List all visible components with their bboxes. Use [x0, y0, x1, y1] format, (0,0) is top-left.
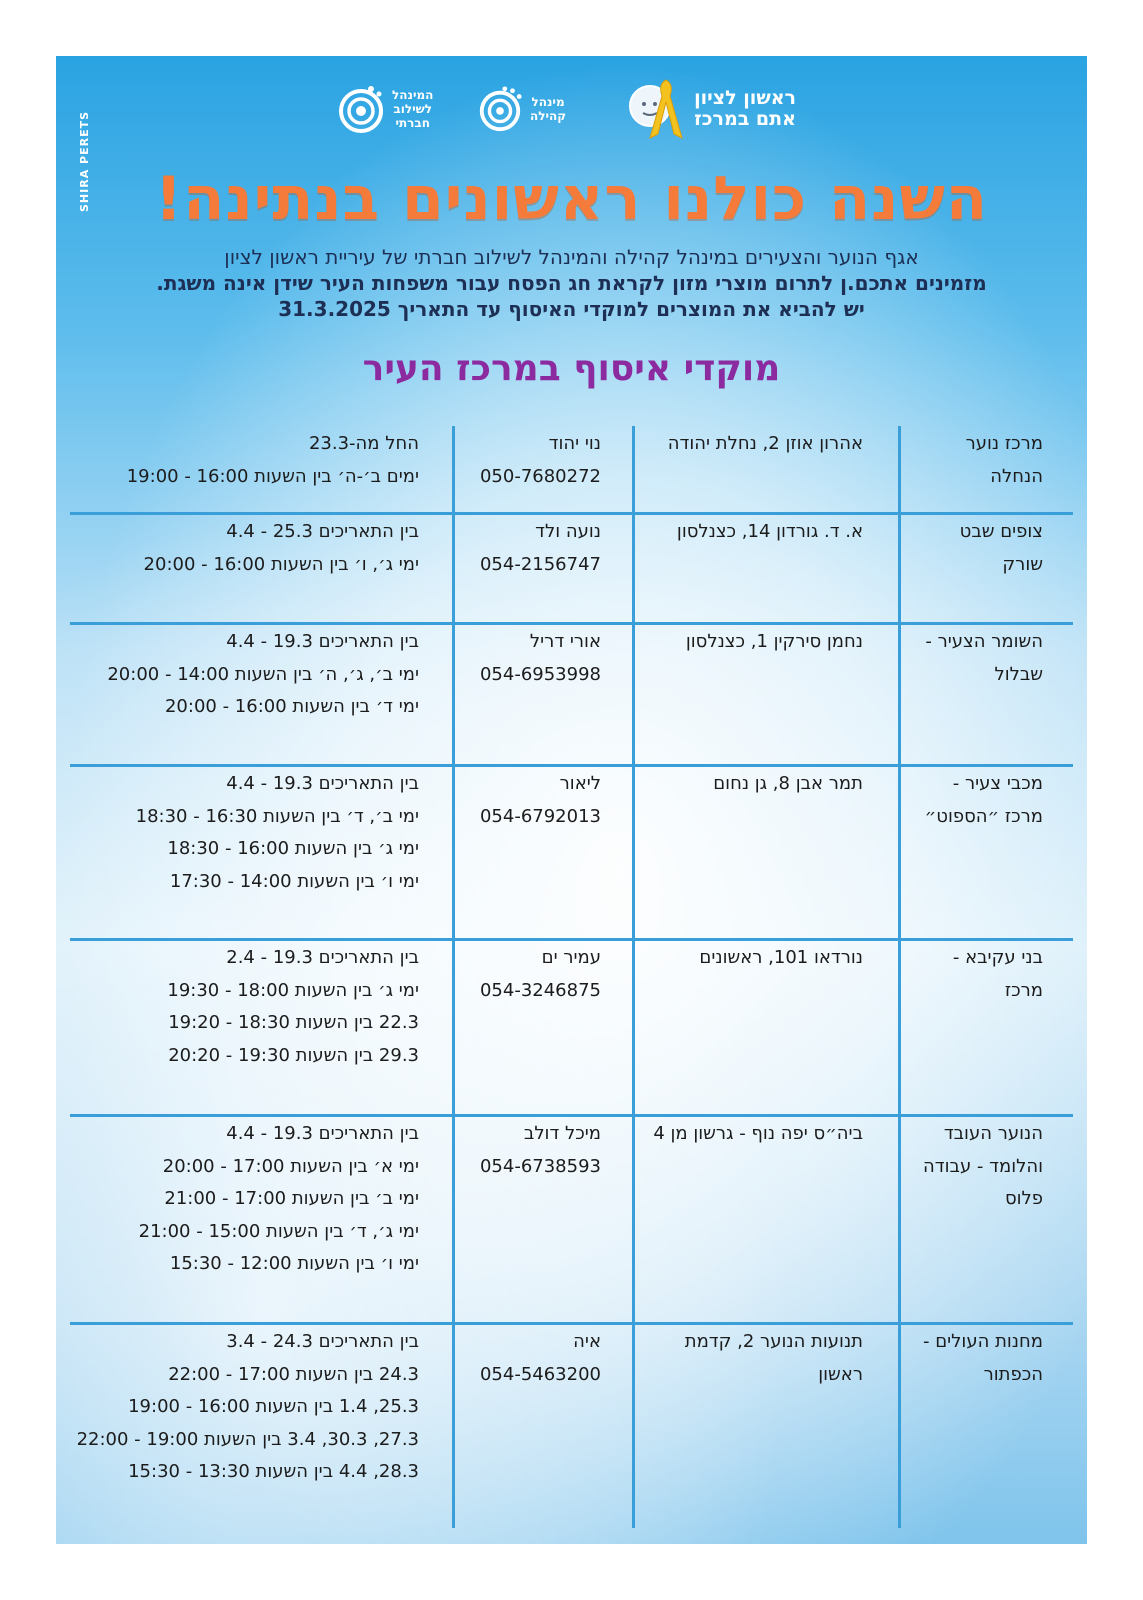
- location-address-line: ביה״ס יפה נוף - גרשון מן 4: [653, 1123, 863, 1144]
- location-name-line: והלומד - עבודה: [923, 1155, 1043, 1177]
- row-divider: [70, 1114, 1073, 1117]
- location-name-line: פלוס: [1004, 1188, 1043, 1210]
- opening-hours-line: בין התאריכים 19.3 - 4.4: [226, 631, 419, 652]
- location-name-line: מכבי צעיר -: [952, 773, 1043, 794]
- yellow-ribbon-icon: [628, 76, 688, 142]
- opening-hours-line: ימי ו׳ בין השעות 14:00 - 17:30: [169, 870, 419, 892]
- logo-bar: [336, 76, 796, 146]
- contact-name: מיכל דולב: [523, 1123, 601, 1144]
- opening-hours-line: 29.3 בין השעות 19:30 - 20:20: [168, 1044, 419, 1066]
- location-address: [618, 942, 863, 975]
- location-address-line: אהרון אוזן 2, נחלת יהודה: [667, 433, 863, 454]
- intro-text: [56, 244, 1087, 322]
- rishon-lezion-logo-text: ראשון לציון אתם במרכז: [694, 87, 796, 130]
- contact-phone: 054-6953998: [479, 663, 601, 685]
- opening-hours-line: בין התאריכים 19.3 - 2.4: [226, 947, 419, 968]
- row-divider: [70, 764, 1073, 767]
- location-name-line: הנחלה: [990, 465, 1043, 487]
- location-name-line: בני עקיבא -: [952, 947, 1043, 968]
- row-divider: [70, 938, 1073, 941]
- opening-hours-line: ימי ג׳ בין השעות 16:00 - 18:30: [167, 838, 419, 860]
- row-divider: [70, 512, 1073, 515]
- location-name-line: הנוער העובד: [943, 1123, 1043, 1144]
- location-address-line: תנועות הנוער 2, קדמת: [684, 1331, 863, 1352]
- location-address-line: תמר אבן 8, גן נחום: [713, 773, 863, 794]
- opening-hours-line: בין התאריכים 25.3 - 4.4: [226, 521, 419, 542]
- location-name-line: השומר הצעיר -: [925, 631, 1043, 652]
- collection-points-table: [70, 426, 1073, 1528]
- contact-name: עמיר ים: [541, 947, 601, 968]
- location-name-line: מרכז: [1004, 979, 1043, 1001]
- contact-phone: 054-6792013: [479, 805, 601, 827]
- contact-phone: 054-2156747: [479, 553, 601, 575]
- location-name: [913, 626, 1043, 691]
- location-name-line: הכפתור: [983, 1363, 1043, 1385]
- opening-hours-line: ימים ב׳-ה׳ בין השעות 16:00 - 19:00: [126, 465, 419, 487]
- headline: השנה כולנו ראשונים בנתינה!: [154, 164, 989, 234]
- opening-hours-line: 27.3, 30.3, 3.4 בין השעות 19:00 - 22:00: [76, 1428, 419, 1450]
- contact-name: אורי דריל: [529, 631, 601, 652]
- opening-hours: [89, 626, 419, 724]
- contact-cell: [451, 942, 601, 1007]
- location-name-line: צופים שבט: [959, 521, 1043, 542]
- opening-hours-line: 24.3 בין השעות 17:00 - 22:00: [168, 1363, 419, 1385]
- location-address: [618, 428, 863, 461]
- opening-hours: [89, 516, 419, 581]
- photo-credit: SHIRA PERETS: [78, 110, 91, 212]
- row-divider: [70, 622, 1073, 625]
- integration-logo: [336, 76, 433, 142]
- location-name-line: מרכז ״הספוט״: [924, 805, 1043, 827]
- contact-name: נועה ולד: [535, 521, 601, 542]
- opening-hours: [89, 768, 419, 898]
- opening-hours-line: ימי ב׳, ד׳ בין השעות 16:30 - 18:30: [135, 805, 419, 827]
- opening-hours-line: ימי ג׳, ד׳ בין השעות 15:00 - 21:00: [138, 1220, 419, 1242]
- location-name-line: שורק: [1002, 553, 1043, 575]
- opening-hours-line: 28.3, 4.4 בין השעות 13:30 - 15:30: [128, 1461, 419, 1483]
- location-name-line: מחנות העולים -: [923, 1331, 1043, 1352]
- rishon-lezion-logo: [628, 76, 796, 142]
- contact-cell: [451, 516, 601, 581]
- contact-cell: [451, 1326, 601, 1391]
- opening-hours-line: בין התאריכים 19.3 - 4.4: [226, 1123, 419, 1144]
- opening-hours-line: ימי ג׳, ו׳ בין השעות 16:00 - 20:00: [143, 553, 419, 575]
- column-divider: [898, 426, 901, 1528]
- location-address: [618, 1326, 863, 1391]
- spiral-icon: [476, 85, 524, 133]
- contact-phone: 054-3246875: [479, 979, 601, 1001]
- contact-cell: [451, 428, 601, 493]
- opening-hours-line: החל מה-23.3: [308, 433, 419, 454]
- opening-hours: [76, 1326, 419, 1489]
- intro-line-2: מזמינים אתכם.ן לתרום מוצרי מזון לקראת חג הפסח עבור משפחות העיר שידן אינה משגת.: [156, 271, 987, 295]
- opening-hours-line: ימי ד׳ בין השעות 16:00 - 20:00: [164, 696, 419, 718]
- location-name-line: מרכז נוער: [965, 433, 1043, 454]
- contact-name: ליאור: [559, 773, 601, 794]
- opening-hours-line: ימי ג׳ בין השעות 18:00 - 19:30: [167, 979, 419, 1001]
- community-logo: [476, 76, 566, 142]
- location-address: [618, 516, 863, 549]
- opening-hours-line: ימי א׳ בין השעות 17:00 - 20:00: [162, 1155, 419, 1177]
- location-name: [913, 516, 1043, 581]
- opening-hours: [89, 942, 419, 1072]
- location-address: [618, 1118, 863, 1151]
- location-name: [913, 768, 1043, 833]
- location-name-line: שבלול: [994, 663, 1043, 685]
- contact-cell: [451, 768, 601, 833]
- opening-hours-line: ימי ו׳ בין השעות 12:00 - 15:30: [169, 1253, 419, 1275]
- spiral-icon: [336, 84, 386, 134]
- location-address-line: א. ד. גורדון 14, כצנלסון: [676, 521, 863, 542]
- location-name: [913, 1118, 1043, 1216]
- integration-logo-text: המינהל לשילוב חברתי: [392, 88, 434, 130]
- contact-cell: [451, 626, 601, 691]
- intro-line-3: יש להביא את המוצרים למוקדי האיסוף עד התאריך 31.3.2025: [278, 297, 865, 321]
- opening-hours: [89, 428, 419, 493]
- contact-phone: 050-7680272: [479, 465, 601, 487]
- opening-hours-line: בין התאריכים 19.3 - 4.4: [226, 773, 419, 794]
- location-name: [913, 1326, 1043, 1391]
- location-name: [913, 942, 1043, 1007]
- opening-hours-line: ימי ב׳ בין השעות 17:00 - 21:00: [164, 1188, 419, 1210]
- contact-name: נוי יהוד: [548, 433, 601, 454]
- location-address: [618, 626, 863, 659]
- location-name: [913, 428, 1043, 493]
- opening-hours-line: 25.3, 1.4 בין השעות 16:00 - 19:00: [128, 1396, 419, 1418]
- collection-points-title: מוקדי איסוף במרכז העיר: [362, 348, 781, 389]
- poster: [56, 56, 1087, 1544]
- location-address-line: נחמן סירקין 1, כצנלסון: [685, 631, 863, 652]
- location-address: [618, 768, 863, 801]
- row-divider: [70, 1322, 1073, 1325]
- contact-phone: 054-6738593: [479, 1155, 601, 1177]
- community-logo-text: מינהל קהילה: [530, 95, 567, 123]
- opening-hours-line: 22.3 בין השעות 18:30 - 19:20: [168, 1012, 419, 1034]
- contact-cell: [451, 1118, 601, 1183]
- opening-hours: [89, 1118, 419, 1281]
- contact-phone: 054-5463200: [479, 1363, 601, 1385]
- location-address-line: נורדאו 101, ראשונים: [699, 947, 863, 968]
- opening-hours-line: ימי ב׳, ג׳, ה׳ בין השעות 14:00 - 20:00: [107, 663, 419, 685]
- location-address-line: ראשון: [818, 1363, 863, 1385]
- opening-hours-line: בין התאריכים 24.3 - 3.4: [226, 1331, 419, 1352]
- intro-line-1: אגף הנוער והצעירים במינהל קהילה והמינהל לשילוב חברתי של עיריית ראשון לציון: [224, 245, 919, 269]
- contact-name: איה: [573, 1331, 601, 1352]
